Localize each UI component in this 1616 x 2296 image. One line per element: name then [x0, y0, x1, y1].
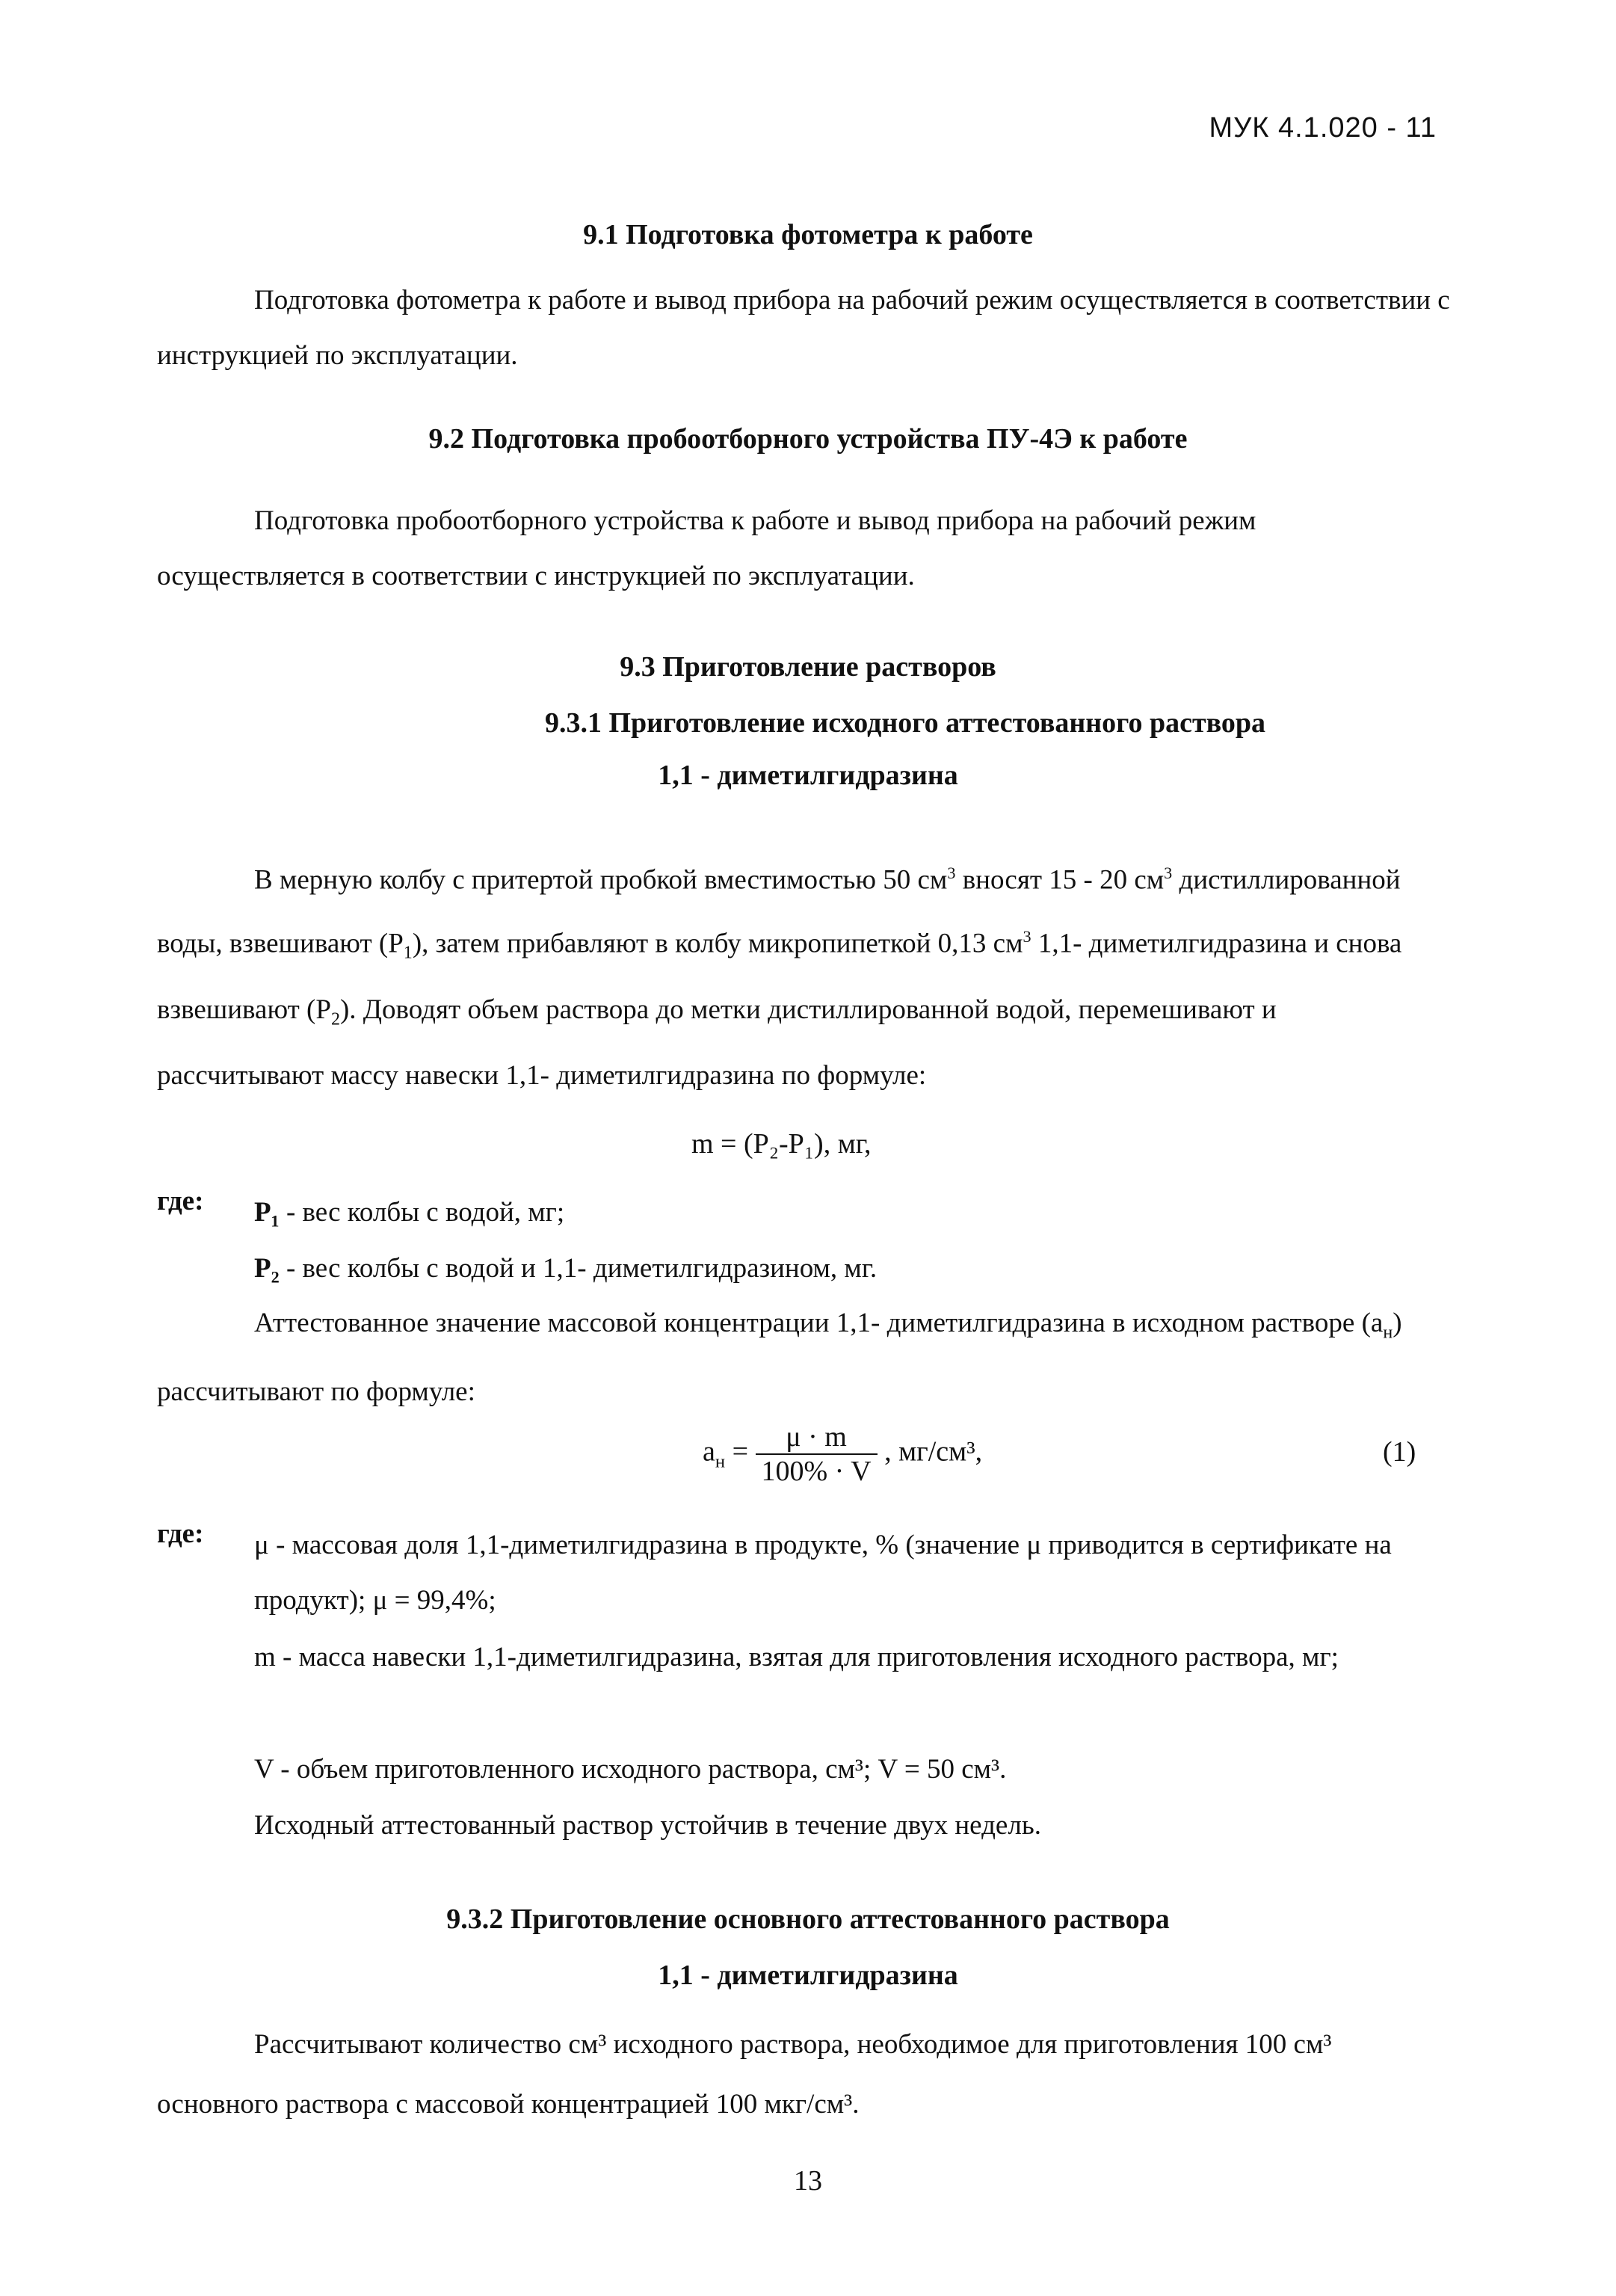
page-number: 13 [794, 2165, 822, 2197]
paragraph-procedure: В мерную колбу с притертой пробкой вместимостью 50 $см^3$ вносят 15 - 20 $см^3$ дистиллированной воды, взвешивают $(Р_1)$, затем прибавляют в колбу микропипеткой 0,13 $см^3$ 1,1- диметилгидразина и снова взвешивают $(Р_2)$. Доводят объем раствора до метки дистиллированной водой, перемешивают и рассчитывают массу навески 1,1- диметилгидразина по формуле: [157, 864, 1402, 1092]
section-heading-9-2: 9.2 Подготовка пробоотборного устройства ПУ-4Э к работе [428, 423, 1188, 455]
definition-m: m - масса навески 1,1-диметилгидразина, взятая для приготовления исходного раствора, мг; [254, 1642, 1339, 1672]
formula-1: $а_н$ = $\frac{\mu \cdot m}{100\% \cdot V}$ , мг/см³, [703, 1421, 983, 1487]
subsection-heading-9-3-1-line2: 1,1 - диметилгидразина [658, 760, 958, 791]
definition-p1: Р₁ - вес колбы с водой, мг; [254, 1197, 565, 1228]
stability-note: Исходный аттестованный раствор устойчив в течение двух недель. [254, 1810, 1041, 1841]
section-heading-9-1: 9.1 Подготовка фотометра к работе [583, 219, 1033, 250]
paragraph-main-solution: Рассчитывают количество см³ исходного раствора, необходимое для приготовления 100 см³ основного раствора с массовой концентрацией 100 мкг/см³. [157, 2029, 1332, 2120]
section-heading-9-3: 9.3 Приготовление растворов [620, 651, 996, 683]
document-code: МУК 4.1.020 - 11 [1209, 112, 1437, 144]
formula-fraction: $\frac{\mu \cdot m}{100\% \cdot V}$ [756, 1421, 878, 1488]
paragraph-concentration: Аттестованное значение массовой концентрации 1,1- диметилгидразина в исходном растворе $(а_н)$ рассчитывают по формуле: [157, 1308, 1402, 1408]
paragraph-9-1: Подготовка фотометра к работе и вывод прибора на рабочий режим осуществляется в соответствии с инструкцией по эксплуатации. [157, 285, 1450, 371]
definition-mu: μ - массовая доля 1,1-диметилгидразина в продукте, % (значение μ приводится в сертификате на продукт); μ = 99,4%; [254, 1530, 1392, 1616]
where-label-2: где: [157, 1518, 204, 1549]
subsection-heading-9-3-1: 9.3.1 Приготовление исходного аттестованного раствора [544, 707, 1266, 739]
where-label: где: [157, 1186, 204, 1216]
definition-v: V - объем приготовленного исходного раствора, см³; V = 50 см³. [254, 1754, 1007, 1785]
formula-mass: m = (Р₂-Р₁), мг, [691, 1128, 872, 1160]
subsection-heading-9-3-2-line2: 1,1 - диметилгидразина [658, 1960, 958, 1991]
formula-number: (1) [1383, 1436, 1416, 1468]
paragraph-9-2: Подготовка пробоотборного устройства к работе и вывод прибора на рабочий режим осуществляется в соответствии с инструкцией по эксплуатации. [157, 505, 1256, 591]
definition-p2: Р₂ - вес колбы с водой и 1,1- диметилгидразином, мг. [254, 1253, 878, 1284]
subsection-heading-9-3-2: 9.3.2 Приготовление основного аттестованного раствора [446, 1903, 1170, 1935]
